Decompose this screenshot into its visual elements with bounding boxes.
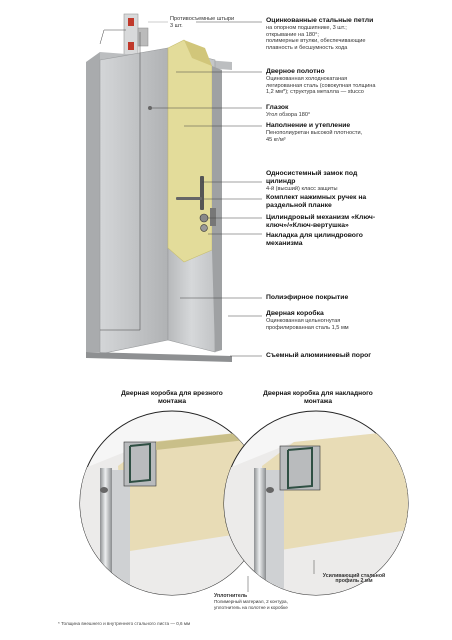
- door-leaf: [100, 40, 222, 354]
- label-cylinder-cover: Накладка для цилиндрового механизма: [266, 232, 363, 247]
- label-profile: Усиливающий стальной профиль 2 мм: [322, 573, 386, 585]
- cylinder-icon: [200, 214, 208, 222]
- label-cylinder: Цилиндровый механизм «Ключ-ключ»/«Ключ-вертушка»: [266, 214, 376, 229]
- section-title-overlay: Дверная коробка для накладного монтажа: [263, 390, 373, 405]
- label-threshold: Съемный алюминиевый порог: [266, 352, 372, 359]
- label-peephole: Глазок Угол обзора 180°: [266, 104, 311, 118]
- label-lock: Односистемный замок под цилиндр 4-й (высший) класс защиты: [266, 170, 358, 192]
- pin-marker: [128, 18, 134, 26]
- label-seal: Уплотнитель Полимерный материал, 2 контура, уплотнитель на полотне и коробке: [214, 593, 288, 610]
- label-door-leaf: Дверное полотно Оцинкованная холоднокатаная легированная сталь (совокупная толщина 1,2 мм*); структура металла — stucco: [266, 68, 376, 96]
- footnote: * Толщина внешнего и внутреннего стального листа — 0,6 мм: [58, 621, 191, 626]
- pin-marker: [128, 42, 134, 50]
- section-title-mortise: Дверная коробка для врезного монтажа: [121, 390, 223, 405]
- pins-label: Противосъемные штыри 3 шт.: [170, 16, 235, 29]
- handle-icon: [176, 197, 202, 200]
- label-frame: Дверная коробка Оцинкованная цельногнутая профилированная сталь 1,5 мм: [266, 310, 349, 331]
- label-handles: Комплект нажимных ручек на раздельной планке: [266, 194, 367, 209]
- label-coating: Полиэфирное покрытие: [266, 294, 349, 301]
- peephole-icon: [148, 106, 152, 110]
- label-insulation: Наполнение и утепление Пенополиуретан высокой плотности, 45 кг/м³: [266, 122, 363, 143]
- threshold: [86, 352, 232, 362]
- label-hinges: Оцинкованные стальные петли на опорном подшипнике, 3 шт.; открывание на 180°; полимерные втулки, обеспечивающие плавность и бесшумность хода: [266, 17, 374, 51]
